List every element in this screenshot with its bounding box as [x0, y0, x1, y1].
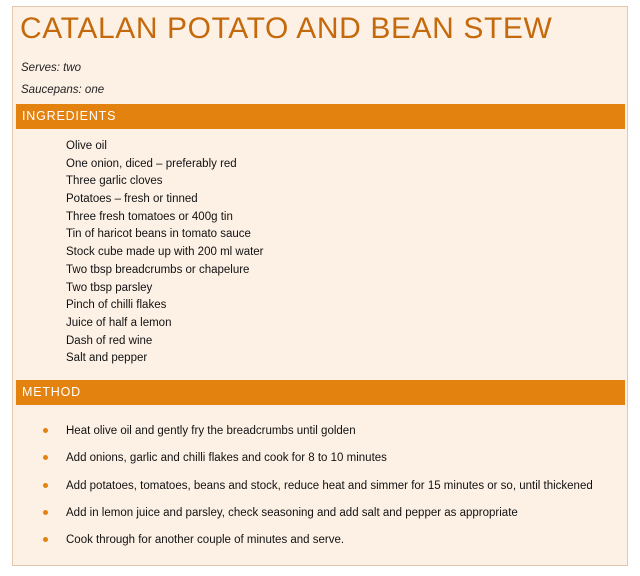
method-step-text: Add in lemon juice and parsley, check seasoning and add salt and pepper as appropriate: [66, 506, 518, 519]
ingredients-heading: INGREDIENTS: [22, 109, 117, 123]
ingredient-item: Olive oil: [66, 140, 107, 152]
method-step-text: Add onions, garlic and chilli flakes and cook for 8 to 10 minutes: [66, 452, 387, 465]
serves-text: Serves: two: [21, 62, 82, 74]
ingredient-item: Salt and pepper: [66, 352, 148, 365]
bullet-icon: [43, 428, 48, 433]
method-step-text: Add potatoes, tomatoes, beans and stock, reduce heat and simmer for 15 minutes or so, until thickened: [66, 479, 593, 492]
ingredient-item: Three garlic cloves: [66, 175, 163, 188]
method-header: [16, 380, 625, 405]
saucepans-text: Saucepans: one: [21, 84, 105, 96]
method-step-text: Cook through for another couple of minutes and serve.: [66, 534, 345, 547]
bullet-icon: [43, 510, 48, 515]
ingredient-item: Tin of haricot beans in tomato sauce: [66, 228, 251, 241]
method-step-text: Heat olive oil and gently fry the breadcrumbs until golden: [66, 425, 356, 437]
ingredient-item: Potatoes – fresh or tinned: [66, 193, 198, 206]
ingredient-item: Three fresh tomatoes or 400g tin: [66, 210, 233, 223]
ingredient-item: Dash of red wine: [66, 334, 153, 347]
ingredient-item: Two tbsp parsley: [66, 281, 153, 294]
ingredients-header: [16, 104, 625, 129]
ingredient-item: Stock cube made up with 200 ml water: [66, 246, 264, 259]
ingredient-item: Juice of half a lemon: [66, 316, 172, 329]
ingredient-item: One onion, diced – preferably red: [66, 157, 237, 170]
ingredient-item: Pinch of chilli flakes: [66, 299, 167, 312]
bullet-icon: [43, 483, 48, 488]
ingredient-item: Two tbsp breadcrumbs or chapelure: [66, 263, 250, 276]
method-heading: METHOD: [22, 385, 81, 399]
recipe-title: CATALAN POTATO AND BEAN STEW: [20, 12, 553, 45]
ingredients-list: [66, 138, 264, 368]
